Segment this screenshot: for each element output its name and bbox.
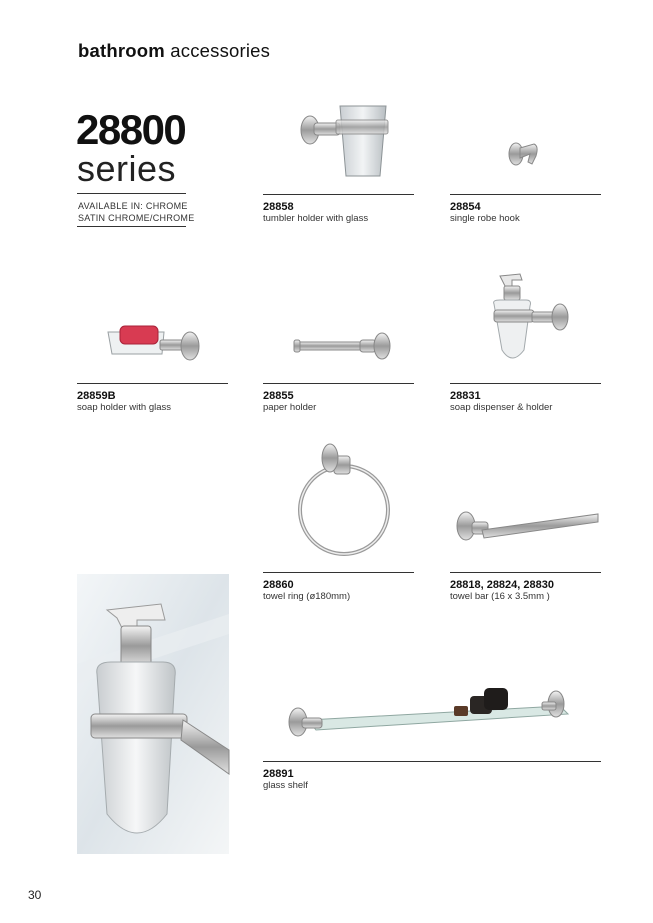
product-code: 28818, 28824, 28830 [450,579,554,591]
glass-shelf-icon [284,682,580,746]
divider [450,383,601,384]
soap-holder-icon [104,318,204,368]
product-description: towel ring (ø180mm) [263,591,351,602]
heading-bold: bathroom [78,40,165,61]
divider [263,761,601,762]
availability-text [78,200,195,224]
product-code: 28860 [263,579,294,591]
product-description: paper holder [263,402,317,413]
availability-line-1: AVAILABLE IN: CHROME [78,201,188,211]
page-heading [78,40,270,62]
heading-light: accessories [170,40,271,61]
page-number: 30 [28,888,42,902]
product-description: glass shelf [263,780,308,791]
soap-dispenser-photo [77,574,229,854]
divider [450,572,601,573]
product-code: 28858 [263,201,294,213]
towel-bar-icon [452,508,600,544]
product-description: single robe hook [450,213,520,224]
divider [263,194,414,195]
soap-dispenser-icon [486,270,576,370]
divider [263,383,414,384]
divider [77,383,228,384]
availability-line-2: SATIN CHROME/CHROME [78,213,195,223]
product-description: tumbler holder with glass [263,213,369,224]
product-code: 28891 [263,768,294,780]
product-code: 28854 [450,201,481,213]
tumbler-holder-icon [296,98,406,182]
divider [263,572,414,573]
series-word: series [77,148,177,189]
divider [77,193,186,194]
product-description: towel bar (16 x 3.5mm ) [450,591,550,602]
divider [77,226,186,227]
towel-ring-icon [296,438,392,562]
product-code: 28859B [77,390,116,402]
divider [450,194,601,195]
product-code: 28855 [263,390,294,402]
product-description: soap dispenser & holder [450,402,553,413]
robe-hook-icon [506,138,542,170]
product-description: soap holder with glass [77,402,171,413]
product-code: 28831 [450,390,481,402]
series-number: 28800 [76,106,186,153]
paper-holder-icon [290,326,394,362]
